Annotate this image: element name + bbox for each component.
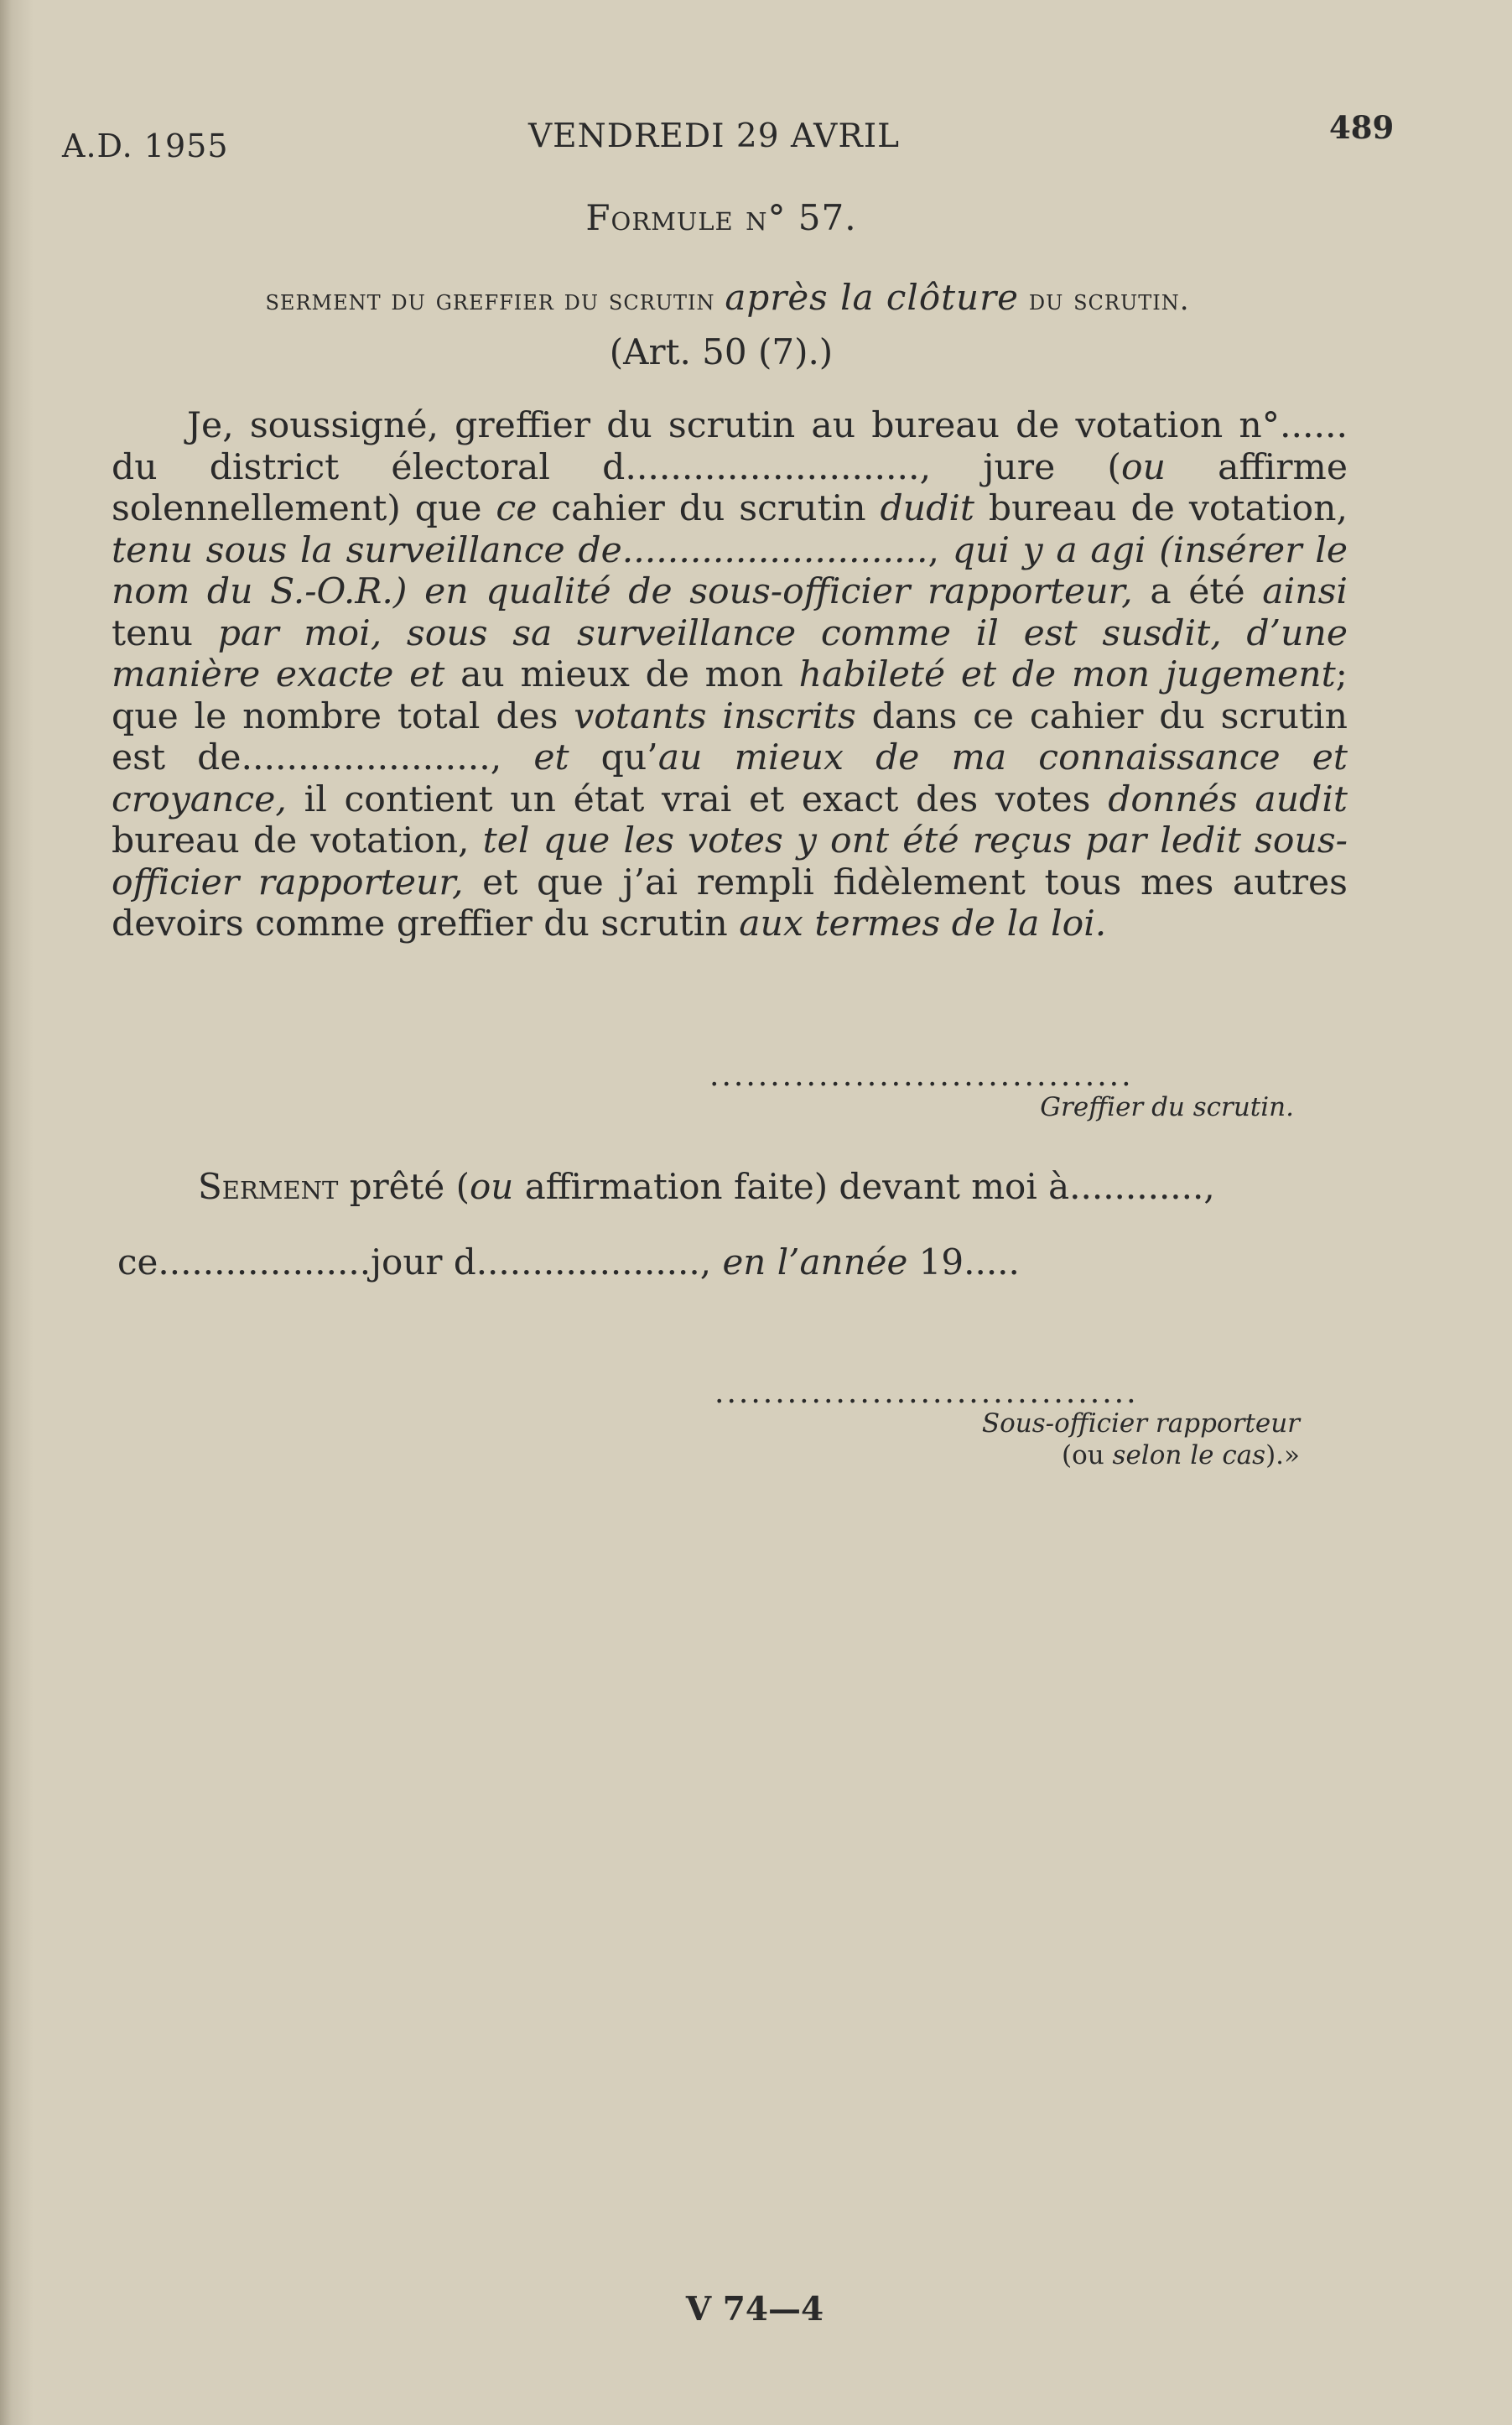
- sor-signature-label: [839, 1408, 1300, 1471]
- sor-signature-line: ...................................: [714, 1376, 1139, 1410]
- date-line-year-label: en l’année: [722, 1241, 908, 1283]
- greffier-signature-line: ...................................: [709, 1059, 1134, 1093]
- date-line: [117, 1241, 1359, 1283]
- body-s5: cahier du scrutin: [537, 488, 881, 529]
- sor-label-prefix: (ou: [1061, 1440, 1113, 1470]
- serment-text1: prêté (: [338, 1166, 470, 1207]
- body-s6: dudit: [880, 488, 974, 529]
- body-s11: a été: [1132, 571, 1263, 612]
- body-s4: ce: [496, 488, 538, 529]
- body-s21: qu’: [569, 737, 658, 778]
- body-s17: ; que le nombre total des: [112, 654, 1348, 737]
- subtitle-part3: du scrutin.: [1028, 284, 1190, 317]
- body-s27: et que j’ai rempli fidèlement tous mes autres devoirs comme greffier du scrutin: [112, 861, 1348, 945]
- body-s26: tel que les votes y ont été reçus par ledit sous-officier rapporteur,: [112, 820, 1348, 903]
- body-s9: ,: [927, 529, 953, 571]
- page-header: [0, 109, 1512, 168]
- subtitle-part1: serment du greffier du scrutin: [265, 284, 715, 317]
- form-subtitle: [0, 277, 1455, 318]
- date-line-text2: 19.....: [907, 1241, 1020, 1283]
- body-s15: au mieux de mon: [444, 654, 799, 695]
- header-date: VENDREDI 29 AVRIL: [528, 117, 901, 155]
- oath-body: [112, 405, 1348, 945]
- serment-ou: ou: [470, 1166, 514, 1207]
- serment-word: Serment: [198, 1166, 339, 1207]
- body-s1: Je, soussigné, greffier du scrutin au bureau de votation n°...... du district électoral d.........................., jure (: [112, 405, 1348, 488]
- body-s22: au mieux de ma connaissance et croyance,: [112, 737, 1348, 820]
- body-s25: bureau de votation,: [112, 820, 483, 861]
- sor-label-italic: selon le cas: [1112, 1440, 1266, 1470]
- page-footer-signature-mark: V 74—4: [685, 2290, 824, 2329]
- sor-label-suffix: ).»: [1265, 1440, 1300, 1470]
- body-s23: il contient un état vrai et exact des votes: [286, 778, 1109, 820]
- body-s8: tenu sous la surveillance de...........................: [112, 529, 928, 571]
- page-number: 489: [1329, 109, 1395, 146]
- body-s14: par moi, sous sa surveillance comme il est susdit, d’une manière exacte et: [112, 612, 1348, 695]
- body-s19: dans ce cahier du scrutin est de......................,: [112, 695, 1348, 778]
- header-year: A.D. 1955: [62, 127, 229, 164]
- sor-label-line1: Sous-officier rapporteur: [981, 1408, 1300, 1439]
- sor-label-line2: [839, 1439, 1300, 1471]
- form-title: Formule n° 57.: [585, 197, 857, 238]
- body-s28: aux termes de la loi.: [739, 903, 1107, 945]
- serment-line: [198, 1166, 1355, 1207]
- body-s24: donnés audit: [1108, 778, 1348, 820]
- greffier-signature-label: Greffier du scrutin.: [1040, 1092, 1294, 1122]
- body-s3: affirme solennellement) que: [112, 446, 1348, 529]
- body-s18: votants inscrits: [574, 695, 856, 737]
- body-s7: bureau de votation,: [974, 488, 1348, 529]
- subtitle-part2: après la clôture: [725, 277, 1020, 318]
- body-s10: qui y a agi (insérer le nom du S.-O.R.) en qualité de sous-officier rapporteur,: [112, 529, 1348, 612]
- serment-text2: affirmation faite) devant moi à............,: [513, 1166, 1215, 1207]
- body-s16: habileté et de mon jugement: [798, 654, 1336, 695]
- body-s20: et: [533, 737, 569, 778]
- body-s13: tenu: [112, 612, 218, 654]
- date-line-text1: ce...................jour d....................,: [117, 1241, 723, 1283]
- article-reference: (Art. 50 (7).): [609, 331, 834, 372]
- body-s2: ou: [1120, 446, 1166, 488]
- body-s12: ainsi: [1262, 571, 1348, 612]
